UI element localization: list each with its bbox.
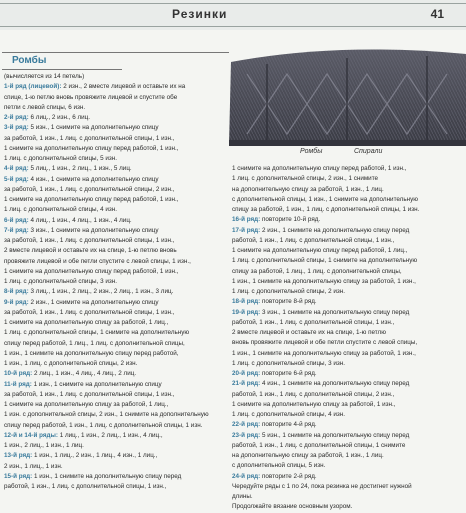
row-label: 9-й ряд:	[4, 298, 29, 306]
row-text: 1 лиц. с дополнительной спицы, 3 изн.	[4, 278, 117, 285]
row-label: 17-й ряд:	[232, 226, 261, 234]
row-text: 1 лиц. с дополнительной спицы, 1 снимите на дополнительную	[232, 257, 418, 265]
instruction-line	[232, 185, 464, 195]
row-text: 3 лиц., 1 изн., 2 лиц., 2 изн., 2 лиц., 1 изн., 3 лиц.	[28, 288, 174, 296]
row-text: повторите 4-й ряд.	[260, 421, 317, 429]
row-label: 13-й ряд:	[4, 452, 33, 460]
row-text: 1 изн., 1 снимите на дополнительную спицу за работой, 1 изн.,	[232, 349, 416, 357]
row-text: 1 снимите на дополнительную спицу перед работой, 1 лиц.,	[232, 247, 408, 254]
row-text: 2 вместе лицевой и оставьте их на спице, 1-ю петлю	[232, 329, 386, 336]
row-label: 6-й ряд:	[4, 216, 29, 224]
instruction-line	[4, 82, 230, 92]
instruction-line	[4, 195, 230, 205]
row-text: 5 изн., 1 снимите на дополнительную спицу	[28, 124, 159, 132]
instruction-line	[4, 175, 230, 185]
page-title: Резинки	[172, 7, 228, 21]
instruction-line	[4, 400, 230, 410]
row-text: 1 снимите на дополнительную спицу за работой, 1 лиц.,	[4, 401, 169, 408]
row-text: 1 снимите на дополнительную спицу перед работой, 1 изн.,	[4, 267, 179, 275]
instruction-line	[232, 359, 464, 369]
instruction-line	[4, 380, 230, 390]
row-text: работой, 1 изн., 1 лиц. с дополнительной спицы, 2 изн.,	[232, 390, 395, 398]
instruction-line	[4, 482, 230, 492]
row-text: 1 изн. с дополнительной спицы, 2 изн., 1 снимите на дополнительную	[4, 411, 209, 419]
row-text: 1 изн., 2 лиц., 1 изн., 1 лиц.	[4, 442, 84, 449]
instruction-line	[4, 164, 230, 174]
row-label: 21-й ряд:	[232, 380, 261, 388]
row-text: спице, 1-ю петлю вновь провяжите лицевой и спустите обе	[4, 93, 178, 101]
instruction-line	[232, 410, 464, 420]
instruction-line	[232, 390, 464, 400]
instruction-line	[4, 410, 230, 420]
instruction-line	[232, 482, 464, 492]
row-text: 1 изн., 1 снимите на дополнительную спицу перед работой,	[4, 349, 179, 357]
instruction-line	[232, 195, 464, 205]
instruction-line	[232, 226, 464, 236]
row-text: за работой, 1 изн., 1 лиц. с дополнительной спицы, 2 изн.,	[4, 185, 175, 193]
row-text: 4 изн., 1 снимите на дополнительную спицу перед	[260, 380, 410, 388]
instruction-line	[232, 379, 464, 389]
instruction-line	[4, 103, 230, 113]
instruction-line	[232, 369, 464, 379]
instruction-line	[232, 349, 464, 359]
instruction-line	[4, 72, 230, 82]
row-text: 1 снимите на дополнительную спицу за работой, 1 изн.,	[232, 400, 396, 408]
row-text: за работой, 1 изн., 1 лиц. с дополнительной спицы, 1 изн.,	[4, 237, 175, 244]
header-rule-top	[0, 3, 466, 4]
instruction-line	[232, 400, 464, 410]
instruction-line	[232, 246, 464, 256]
instruction-line	[4, 226, 230, 236]
row-text: 3 изн., 1 снимите на дополнительную спицу перед	[260, 308, 410, 316]
row-text: 1 снимите на дополнительную спицу перед работой, 1 изн.,	[4, 196, 179, 203]
instruction-line	[232, 492, 464, 502]
row-text: Чередуйте ряды с 1 по 24, пока резинка не достигнет нужной	[232, 482, 412, 490]
instructions-right-column	[232, 164, 464, 513]
row-text: работой, 1 изн., 1 лиц. с дополнительной спицы, 1 снимите	[232, 441, 406, 449]
row-text: 6 лиц., 2 изн., 6 лиц.	[28, 114, 90, 121]
row-text: 3 изн., 1 снимите на дополнительную спицу	[28, 226, 159, 234]
instruction-line	[4, 441, 230, 451]
instruction-line	[4, 349, 230, 359]
instruction-line	[4, 154, 230, 164]
photo-caption-rhombs: Ромбы	[300, 148, 323, 155]
row-label: 15-й ряд:	[4, 472, 33, 480]
row-text: на дополнительную спицу за работой, 1 изн., 1 лиц.	[232, 185, 384, 193]
row-text: спицу за работой, 1 лиц., 1 лиц. с дополнительной спицы,	[232, 267, 402, 275]
row-text: длины.	[232, 493, 253, 500]
photo-caption-spirals: Спирали	[354, 148, 383, 155]
knitting-texture-image	[229, 44, 466, 146]
row-label: 5-й ряд:	[4, 175, 29, 183]
row-text: спицу за работой, 1 изн., 1 лиц. с дополнительной спицы, 1 изн.	[232, 206, 420, 213]
row-text: 1 лиц. с дополнительной спицы, 4 изн.	[232, 411, 345, 418]
row-text: 1 изн., 1 снимите на дополнительную спицу перед	[32, 472, 182, 480]
row-text: 1 лиц., 1 изн., 2 лиц., 1 изн., 4 лиц.,	[57, 431, 163, 439]
row-label: 11-й ряд:	[4, 380, 32, 388]
instruction-line	[232, 267, 464, 277]
row-text: 2 изн., 2 вместе лицевой и оставьте их на	[61, 83, 186, 91]
row-text: 1 снимите на дополнительную спицу перед работой, 1 изн.,	[232, 165, 407, 172]
instruction-line	[4, 431, 230, 441]
instruction-line	[4, 123, 230, 133]
instruction-line	[232, 420, 464, 430]
row-text: работой, 1 изн., 1 лиц. с дополнительной спицы, 1 изн.,	[232, 318, 395, 326]
row-label: 18-й ряд:	[232, 298, 261, 306]
instruction-line	[232, 318, 464, 328]
instruction-line	[232, 174, 464, 184]
page-number: 41	[430, 7, 444, 21]
row-text: работой, 1 изн., 1 лиц. с дополнительной спицы, 1 изн.,	[4, 483, 167, 490]
row-text: за работой, 1 изн., 1 лиц. с дополнительной спицы, 1 изн.,	[4, 390, 175, 398]
row-text: 1 снимите на дополнительную спицу перед работой, 1 изн.,	[4, 144, 179, 152]
row-text: 1 изн., 1 снимите на дополнительную спицу за работой, 1 изн.,	[232, 277, 416, 285]
instruction-line	[232, 308, 464, 318]
row-text: 1 лиц. с дополнительной спицы, 3 изн.	[232, 359, 345, 367]
instruction-line	[4, 267, 230, 277]
row-text: повторите 6-й ряд.	[260, 370, 317, 377]
instruction-line	[4, 277, 230, 287]
row-text: 4 изн., 1 снимите на дополнительную спицу	[28, 175, 159, 183]
row-text: 1 изн., 1 снимите на дополнительную спицу	[31, 380, 162, 388]
row-text: 2 изн., 1 снимите на дополнительную спицу перед	[260, 226, 410, 234]
instruction-line	[4, 93, 230, 103]
row-text: 1 лиц. с дополнительной спицы, 2 изн., 1 снимите	[232, 175, 379, 183]
row-label: 8-й ряд:	[4, 288, 29, 296]
row-text: Продолжайте вязание основным узором.	[232, 503, 353, 511]
row-text: повторите 2-й ряд.	[260, 472, 317, 480]
row-text: 5 изн., 1 снимите на дополнительную спицу перед	[260, 431, 410, 439]
row-label: 19-й ряд:	[232, 308, 261, 316]
instruction-line	[4, 308, 230, 318]
row-text: 1 лиц. с дополнительной спицы, 4 изн.	[4, 206, 117, 214]
row-label: 24-й ряд:	[232, 472, 261, 480]
row-text: спицу перед работой, 1 лиц., 1 лиц. с дополнительной спицы,	[4, 339, 185, 347]
instruction-line	[4, 328, 230, 338]
instruction-line	[4, 246, 230, 256]
row-text: 2 вместе лицевой и оставьте их на спице, 1-ю петлю вновь	[4, 247, 177, 255]
instruction-line	[4, 369, 230, 379]
row-text: петли с левой спицы, 6 изн.	[4, 103, 86, 111]
row-label: 23-й ряд:	[232, 431, 261, 439]
row-text: 2 изн., 1 снимите на дополнительную спицу	[28, 298, 159, 306]
instruction-line	[4, 339, 230, 349]
row-label: 7-й ряд:	[4, 226, 29, 234]
row-label: 22-й ряд:	[232, 421, 261, 429]
instruction-line	[232, 287, 464, 297]
knitting-sample-photo	[229, 44, 466, 146]
section-header	[2, 52, 232, 70]
row-label: 3-й ряд:	[4, 124, 29, 132]
row-label: 12-й и 14-й ряды:	[4, 431, 58, 439]
instruction-line	[232, 431, 464, 441]
row-text: с дополнительной спицы, 5 изн.	[232, 462, 326, 470]
instruction-line	[4, 113, 230, 123]
instruction-line	[4, 205, 230, 215]
instruction-line	[4, 318, 230, 328]
instruction-line	[4, 216, 230, 226]
row-text: с дополнительной спицы, 1 изн., 1 снимите на дополнительную	[232, 195, 418, 203]
row-label: 16-й ряд:	[232, 216, 261, 224]
instruction-line	[4, 134, 230, 144]
instructions-left-column	[4, 72, 230, 492]
instruction-line	[4, 462, 230, 472]
row-text: 1 лиц. с дополнительной спицы, 2 изн.	[232, 288, 345, 295]
instruction-line	[4, 421, 230, 431]
row-label: 1-й ряд (лицевой):	[4, 83, 62, 91]
instruction-line	[4, 185, 230, 195]
instruction-line	[232, 277, 464, 287]
row-text: на дополнительную спицу за работой, 1 изн., 1 лиц.	[232, 452, 384, 459]
instruction-line	[4, 298, 230, 308]
instruction-line	[4, 359, 230, 369]
row-text: спицу перед работой, 1 изн., 1 лиц. с дополнительной спицы, 1 изн.	[4, 421, 203, 429]
row-text: 5 лиц., 1 изн., 2 лиц., 1 изн., 5 лиц.	[28, 165, 132, 173]
row-text: 1 лиц. с дополнительной спицы, 1 снимите на дополнительную	[4, 329, 190, 337]
instruction-line	[4, 390, 230, 400]
header-rule-bottom	[0, 26, 466, 27]
section-rule-bottom	[2, 69, 122, 70]
instruction-line	[4, 236, 230, 246]
row-text: 1 лиц. с дополнительной спицы, 5 изн.	[4, 155, 117, 162]
row-text: 1 снимите на дополнительную спицу за работой, 1 лиц.,	[4, 319, 169, 326]
instruction-line	[232, 451, 464, 461]
section-rule-top	[2, 52, 232, 53]
row-text: работой, 1 изн., 1 лиц. с дополнительной спицы, 1 изн.,	[232, 236, 395, 244]
row-text: 2 лиц., 1 изн., 4 лиц., 4 лиц., 2 лиц.	[32, 370, 137, 378]
row-text: повторите 8-й ряд.	[260, 298, 317, 306]
instruction-line	[232, 502, 464, 512]
row-text: провяжите лицевой и обе петли спустите с левой спицы, 1 изн.,	[4, 257, 191, 265]
row-label: 20-й ряд:	[232, 370, 261, 377]
instruction-line	[4, 451, 230, 461]
instruction-line	[4, 144, 230, 154]
row-text: повторите 10-й ряд.	[260, 216, 321, 224]
row-text: 1 изн., 1 лиц., 2 изн., 1 лиц., 4 изн., 1 лиц.,	[32, 452, 158, 460]
instruction-line	[232, 338, 464, 348]
row-label: 2-й ряд:	[4, 114, 29, 121]
row-text: 1 изн., 1 лиц. с дополнительной спицы, 2 изн.	[4, 360, 138, 367]
instruction-line	[232, 441, 464, 451]
instruction-line	[232, 205, 464, 215]
instruction-line	[232, 461, 464, 471]
instruction-line	[4, 257, 230, 267]
page-header	[0, 0, 466, 30]
instruction-line	[232, 328, 464, 338]
instruction-line	[4, 287, 230, 297]
row-text: за работой, 1 изн., 1 лиц. с дополнительной спицы, 1 изн.,	[4, 134, 175, 142]
instruction-line	[232, 256, 464, 266]
row-text: 4 лиц., 1 изн., 4 лиц., 1 изн., 4 лиц.	[28, 216, 132, 224]
row-label: 4-й ряд:	[4, 165, 29, 173]
section-title: Ромбы	[12, 55, 47, 66]
instruction-line	[232, 297, 464, 307]
row-text: (вычисляется из 14 петель)	[4, 73, 85, 80]
instruction-line	[232, 164, 464, 174]
row-text: за работой, 1 изн., 1 лиц. с дополнительной спицы, 1 изн.,	[4, 308, 175, 316]
instruction-line	[232, 236, 464, 246]
row-label: 10-й ряд:	[4, 370, 33, 378]
instruction-line	[232, 215, 464, 225]
row-text: 2 изн., 1 лиц., 1 изн.	[4, 462, 63, 470]
row-text: вновь провяжите лицевой и обе петли спустите с левой спицы,	[232, 339, 418, 347]
